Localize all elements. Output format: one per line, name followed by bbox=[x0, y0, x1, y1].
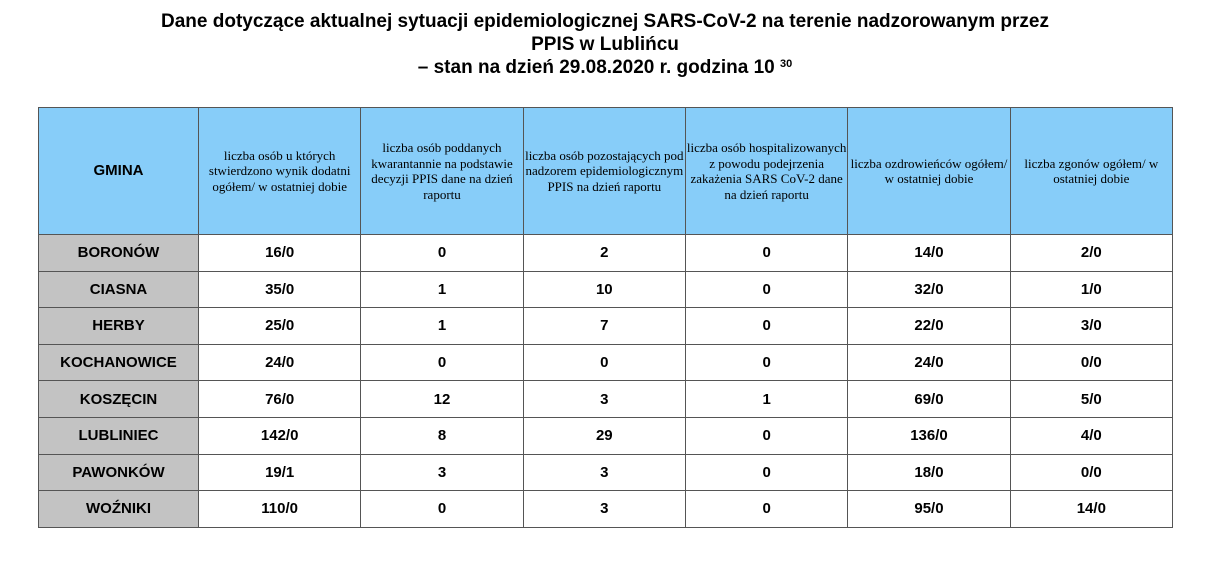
data-cell: 25/0 bbox=[199, 308, 361, 345]
data-cell: 7 bbox=[523, 308, 685, 345]
table-row bbox=[39, 491, 1173, 528]
data-cell: 10 bbox=[523, 271, 685, 308]
table-row bbox=[39, 308, 1173, 345]
document-title bbox=[0, 10, 1210, 79]
table-row bbox=[39, 454, 1173, 491]
column-header: liczba osób u których stwierdzono wynik dodatni ogółem/ w ostatniej dobie bbox=[199, 108, 361, 235]
column-header: liczba osób poddanych kwarantannie na podstawie decyzji PPIS dane na dzień raportu bbox=[361, 108, 523, 235]
data-cell: 1/0 bbox=[1010, 271, 1172, 308]
data-cell: 22/0 bbox=[848, 308, 1010, 345]
data-cell: 12 bbox=[361, 381, 523, 418]
data-cell: 18/0 bbox=[848, 454, 1010, 491]
column-header: liczba osób pozostających pod nadzorem epidemiologicznym PPIS na dzień raportu bbox=[523, 108, 685, 235]
gmina-name-cell: WOŹNIKI bbox=[39, 491, 199, 528]
gmina-name-cell: LUBLINIEC bbox=[39, 417, 199, 454]
data-cell: 0 bbox=[685, 417, 847, 454]
column-header: liczba zgonów ogółem/ w ostatniej dobie bbox=[1010, 108, 1172, 235]
gmina-name-cell: KOSZĘCIN bbox=[39, 381, 199, 418]
title-line-2: PPIS w Lublińcu bbox=[531, 34, 679, 55]
data-cell: 69/0 bbox=[848, 381, 1010, 418]
data-cell: 0 bbox=[361, 491, 523, 528]
data-cell: 24/0 bbox=[199, 344, 361, 381]
data-cell: 3 bbox=[523, 381, 685, 418]
data-cell: 4/0 bbox=[1010, 417, 1172, 454]
data-cell: 2 bbox=[523, 235, 685, 272]
epidemic-data-table bbox=[38, 107, 1173, 528]
data-cell: 19/1 bbox=[199, 454, 361, 491]
data-cell: 136/0 bbox=[848, 417, 1010, 454]
data-cell: 29 bbox=[523, 417, 685, 454]
table-row bbox=[39, 344, 1173, 381]
data-cell: 14/0 bbox=[848, 235, 1010, 272]
gmina-name-cell: KOCHANOWICE bbox=[39, 344, 199, 381]
data-cell: 5/0 bbox=[1010, 381, 1172, 418]
table-header-row bbox=[39, 108, 1173, 235]
table-row bbox=[39, 381, 1173, 418]
title-line-3 bbox=[0, 56, 1210, 79]
data-cell: 3 bbox=[523, 454, 685, 491]
data-cell: 0 bbox=[523, 344, 685, 381]
data-cell: 35/0 bbox=[199, 271, 361, 308]
column-header-gmina: GMINA bbox=[39, 108, 199, 235]
gmina-name-cell: PAWONKÓW bbox=[39, 454, 199, 491]
gmina-name-cell: CIASNA bbox=[39, 271, 199, 308]
data-cell: 16/0 bbox=[199, 235, 361, 272]
data-cell: 0 bbox=[685, 454, 847, 491]
column-header: liczba ozdrowieńców ogółem/ w ostatniej dobie bbox=[848, 108, 1010, 235]
gmina-name-cell: BORONÓW bbox=[39, 235, 199, 272]
data-cell: 3 bbox=[523, 491, 685, 528]
data-cell: 0 bbox=[685, 491, 847, 528]
data-cell: 32/0 bbox=[848, 271, 1010, 308]
table-row bbox=[39, 235, 1173, 272]
data-cell: 14/0 bbox=[1010, 491, 1172, 528]
data-cell: 0 bbox=[685, 235, 847, 272]
table-row bbox=[39, 417, 1173, 454]
data-cell: 95/0 bbox=[848, 491, 1010, 528]
data-cell: 3/0 bbox=[1010, 308, 1172, 345]
column-header: liczba osób hospitalizowanych z powodu podejrzenia zakażenia SARS CoV-2 dane na dzień raportu bbox=[685, 108, 847, 235]
data-cell: 0 bbox=[685, 271, 847, 308]
report-date: – stan na dzień 29.08.2020 r. godzina 10 bbox=[417, 57, 775, 78]
data-cell: 0 bbox=[685, 344, 847, 381]
data-cell: 76/0 bbox=[199, 381, 361, 418]
data-cell: 0/0 bbox=[1010, 344, 1172, 381]
gmina-name-cell: HERBY bbox=[39, 308, 199, 345]
data-cell: 0 bbox=[685, 308, 847, 345]
data-cell: 0 bbox=[361, 344, 523, 381]
data-cell: 24/0 bbox=[848, 344, 1010, 381]
title-line-1: Dane dotyczące aktualnej sytuacji epidemiologicznej SARS-CoV-2 na terenie nadzorowanym przez bbox=[161, 11, 1049, 32]
data-cell: 142/0 bbox=[199, 417, 361, 454]
table-row bbox=[39, 271, 1173, 308]
data-cell: 1 bbox=[685, 381, 847, 418]
data-cell: 0/0 bbox=[1010, 454, 1172, 491]
data-cell: 1 bbox=[361, 271, 523, 308]
data-cell: 0 bbox=[361, 235, 523, 272]
data-cell: 1 bbox=[361, 308, 523, 345]
data-cell: 2/0 bbox=[1010, 235, 1172, 272]
report-time-minutes: 30 bbox=[779, 58, 793, 70]
data-cell: 8 bbox=[361, 417, 523, 454]
data-cell: 110/0 bbox=[199, 491, 361, 528]
data-cell: 3 bbox=[361, 454, 523, 491]
